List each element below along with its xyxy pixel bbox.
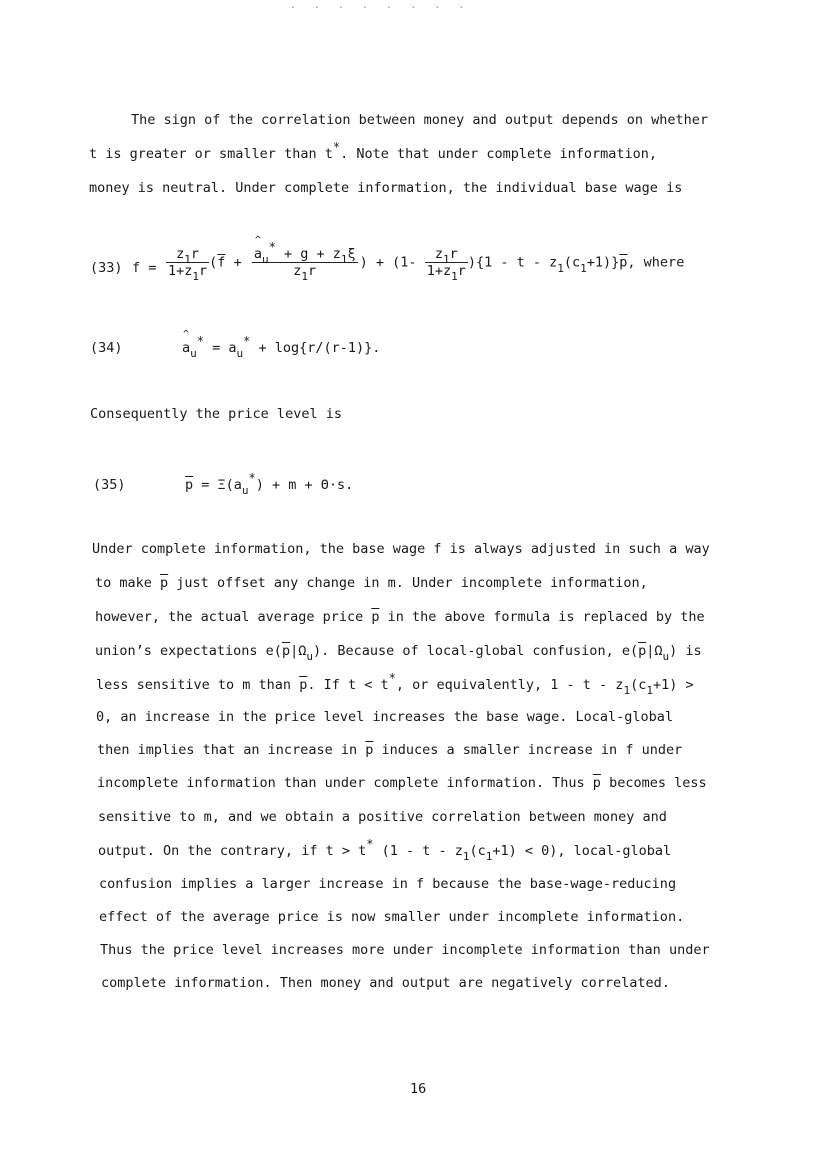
text: , or equivalently, 1 - t - z [395,677,624,693]
eq34-number: (34) [90,340,123,356]
text: +1) < 0), local-global [492,843,672,859]
text: (1 - t - z [373,843,463,859]
para2-line2 [95,575,648,591]
eq-sym: +1)} [586,254,620,271]
sub: u [241,484,249,497]
top-scan-dots: . . . . . . . . [290,0,471,11]
sub: 1 [192,270,200,283]
para1-line2 [89,140,658,162]
eq-sym: 1+z [168,263,193,279]
eq-sym: , where [627,254,685,271]
sub: 1 [623,684,631,697]
sub: 1 [442,253,450,266]
eq-sym: r [190,246,200,262]
eq33-number: (33) [90,260,123,276]
eq33-lhs: f = [132,260,157,276]
sub: 1 [557,261,564,275]
eq-sym: ξ [347,246,356,262]
text: output. On the contrary, if t > t [98,843,367,859]
sub: u [261,253,269,266]
text: to make [95,575,161,591]
text: |Ω [646,643,663,659]
eq-sym: + [225,254,242,271]
para2-line12: effect of the average price is now smaller under incomplete information. [99,909,685,925]
text: however, the actual average price [95,609,372,625]
para2-line3 [95,609,705,625]
star: * [196,334,204,348]
text: |Ω [290,643,307,659]
star: * [366,837,374,851]
sub: u [662,650,670,663]
eq-sym: z [434,246,443,262]
para1-line1: The sign of the correlation between money and output depends on whether [131,112,709,128]
eq-sym: = Ξ(a [193,477,242,493]
eq-sym: ^ a [182,340,190,356]
eq-sym: 1+z [426,263,452,279]
pbar: $\overline{p}$ [281,643,291,659]
pbar: $\overline{p}$ [638,643,647,659]
para2-line8 [97,775,707,791]
pbar: $\overline{p}$ [365,742,374,758]
eq-sym: $\overline{p}$ [619,254,628,271]
eq-sym: ) + (1- [359,254,417,271]
eq-sym: r [308,263,317,279]
star: * [332,140,341,154]
text: just offset any change in m. Under incomplete information, [168,575,648,591]
eq-sym: + log{r/(r-1)}. [250,340,381,356]
page-number: 16 [410,1081,427,1097]
para2-line14: complete information. Then money and output are negatively correlated. [101,975,670,991]
sub: u [236,347,244,360]
text: then implies that an increase in [97,742,366,758]
sub: 1 [451,270,458,283]
eq33-frac3 [425,246,468,283]
text: (c [469,843,486,859]
para2-line7 [97,742,682,758]
sub: 1 [485,850,493,863]
sub: u [190,347,197,360]
eq33-body [166,240,685,283]
eq33-frac1 [166,246,209,283]
para2-line4 [95,643,702,663]
para1-text: . Note that under complete information, [340,146,658,162]
pbar: $\overline{p}$ [371,609,380,625]
text: +1) > [652,677,694,693]
sub: 1 [301,270,309,283]
para2-line13: Thus the price level increases more under incomplete information than under [100,942,710,958]
pbar: $\overline{p}$ [299,677,308,693]
eq-sym: z [176,246,185,262]
para2-line11: confusion implies a larger increase in f because the base-wage-reducing [99,876,677,892]
sub: 1 [580,261,587,275]
text: ). Because of local-global confusion, e( [312,643,639,659]
star: * [388,671,396,685]
sub: 1 [184,253,191,266]
text: . If t < t [307,677,389,693]
eq-sym: ) + m + Θ·s. [255,477,354,493]
eq35-body [185,471,354,497]
eq34-body [182,334,381,360]
eq-sym: ^ a [254,246,262,262]
text: union’s expectations e( [95,643,282,659]
para1-line3: money is neutral. Under complete information, the individual base wage is [89,180,683,196]
para1-text: t is greater or smaller than t [89,146,333,162]
text: incomplete information than under complete information. Thus [97,775,593,791]
star: * [268,240,276,254]
eq-sym: r [199,263,208,279]
para2-line10 [98,837,672,863]
eq-sym: = a [204,340,237,356]
text: induces a smaller increase in f under [373,742,683,758]
sub: 1 [462,850,470,863]
sub: u [306,650,313,663]
text: becomes less [600,775,707,791]
para2-line5 [96,671,694,697]
eq-sym: + g + z [275,246,341,262]
eq-sym: (c [563,254,581,271]
eq-sym: r [449,246,458,262]
eq-sym: ){1 - t - z [467,254,558,271]
eq-sym: $\overline{f}$ [217,254,226,271]
eq35-number: (35) [93,477,126,493]
eq-sym: z [293,263,302,279]
sub: 1 [340,253,348,266]
text: ) is [669,643,702,659]
para2-line1: Under complete information, the base wage f is always adjusted in such a way [92,541,710,557]
pbar: $\overline{p}$ [160,575,169,591]
text: (c [630,677,647,693]
text: in the above formula is replaced by the [379,609,705,625]
eq-sym: ( [209,254,218,271]
text: less sensitive to m than [96,677,300,693]
para2-line9: sensitive to m, and we obtain a positive correlation between money and [98,809,667,825]
star: * [243,334,251,348]
consequently-line: Consequently the price level is [90,406,342,422]
equation-34 [90,334,381,360]
sub: 1 [646,684,653,697]
pbar: $\overline{p}$ [592,775,601,791]
eq33-frac2 [252,240,358,283]
eq-sym: $\overline{p}$ [185,477,194,493]
eq-sym: r [457,263,466,279]
para2-line6: 0, an increase in the price level increases the base wage. Local-global [96,709,674,725]
star: * [248,471,256,485]
